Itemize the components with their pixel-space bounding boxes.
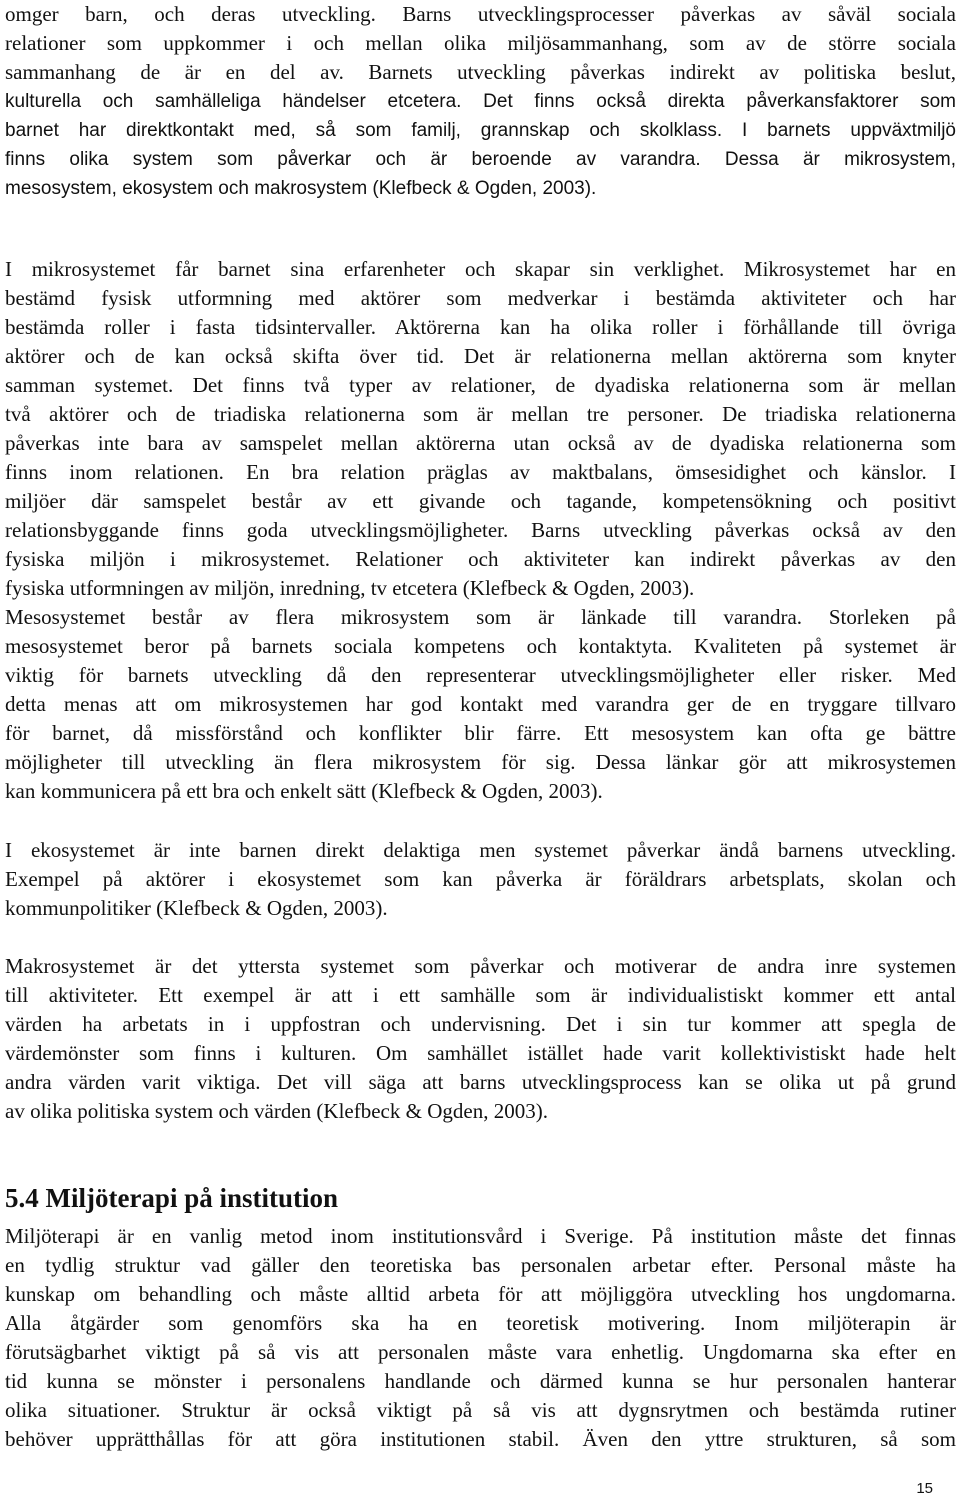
paragraph-mesosystem <box>5 603 956 806</box>
text-line: Makrosystemet är det yttersta systemet som påverkar och motiverar de andra inre systemen <box>5 954 956 978</box>
text-line: påverkas inte bara av samspelet mellan aktörerna utan också av de dyadiska relationerna som <box>5 431 956 455</box>
text-line: I mikrosystemet får barnet sina erfarenheter och skapar sin verklighet. Mikrosystemet har en <box>5 257 956 281</box>
text-line: miljöer där samspelet består av ett givande och tagande, kompetensökning och positivt <box>5 489 956 513</box>
text-line: kan kommunicera på ett bra och enkelt sätt (Klefbeck & Ogden, 2003). <box>5 779 603 803</box>
text-line: Alla åtgärder som genomförs ska ha en teoretisk motivering. Inom miljöterapin är <box>5 1311 956 1335</box>
text-line: tid kunna se mönster i personalens handlande och därmed kunna se hur personalen hanterar <box>5 1369 956 1393</box>
text-line: finns inom relationen. En bra relation präglas av maktbalans, ömsesidighet och känslor. I <box>5 460 956 484</box>
page-number: 15 <box>916 1480 933 1497</box>
text-line: till aktiviteter. Ett exempel är att i ett samhälle som är individualistiskt kommer ett antal <box>5 983 956 1007</box>
text-line: aktörer och de kan också skifta över tid. Det är relationerna mellan aktörerna som knyter <box>5 344 956 368</box>
section-heading: 5.4 Miljöterapi på institution <box>5 1183 339 1213</box>
paragraph-makrosystem <box>5 952 956 1126</box>
paragraph-miljoterapi <box>5 1222 956 1454</box>
paragraph-mikrosystem <box>5 255 956 603</box>
text-line: finns olika system som påverkar och är beroende av varandra. Dessa är mikrosystem, <box>5 149 956 170</box>
text-line: kunskap om behandling och måste alltid arbeta för att möjliggöra utveckling hos ungdomarna. <box>5 1282 956 1306</box>
text-line: sammanhang de är en del av. Barnets utveckling påverkas indirekt av politiska beslut, <box>5 60 956 84</box>
text-line: viktig för barnets utveckling då den representerar utvecklingsmöjligheter eller risker. Med <box>5 663 956 687</box>
text-line: fysiska miljön i mikrosystemet. Relationer och aktiviteter kan indirekt påverkas av den <box>5 547 956 571</box>
text-line: Miljöterapi är en vanlig metod inom institutionsvård i Sverige. På institution måste det finnas <box>5 1224 956 1248</box>
text-line: samman systemet. Det finns två typer av relationer, de dyadiska relationerna som är mellan <box>5 373 956 397</box>
text-line: kommunpolitiker (Klefbeck & Ogden, 2003). <box>5 896 388 920</box>
text-line: bestämda roller i fasta tidsintervaller. Aktörerna kan ha olika roller i förhållande till övriga <box>5 315 956 339</box>
text-line: värden ha arbetats in i uppfostran och undervisning. Det i sin tur kommer att spegla de <box>5 1012 956 1036</box>
text-line: bestämd fysisk utformning med aktörer som medverkar i bestämda aktiviteter och har <box>5 286 956 310</box>
text-line: mesosystem, ekosystem och makrosystem (Klefbeck & Ogden, 2003). <box>5 178 597 199</box>
text-line: kulturella och samhälleliga händelser etcetera. Det finns också direkta påverkansfaktorer som <box>5 91 956 112</box>
text-line: behöver upprätthållas för att göra institutionen stabil. Även den yttre strukturen, så som <box>5 1427 956 1451</box>
paragraph-intro <box>5 0 956 87</box>
text-line: Mesosystemet består av flera mikrosystem som är länkade till varandra. Storleken på <box>5 605 956 629</box>
text-line: två aktörer och de triadiska relationerna som är mellan tre personer. De triadiska relationerna <box>5 402 956 426</box>
text-line: möjligheter till utveckling än flera mikrosystem för sig. Dessa länkar gör att mikrosystemen <box>5 750 956 774</box>
text-line: olika situationer. Struktur är också viktigt på så vis att dygnsrytmen och bestämda rutiner <box>5 1398 956 1422</box>
text-line: detta menas att om mikrosystemen har god kontakt med varandra ger de en tryggare tillvaro <box>5 692 956 716</box>
text-line: av olika politiska system och värden (Klefbeck & Ogden, 2003). <box>5 1099 548 1123</box>
text-line: mesosystemet beror på barnets sociala kompetens och kontaktyta. Kvaliteten på systemet är <box>5 634 956 658</box>
text-line: för barnet, då missförstånd och konflikter blir färre. Ett mesosystem kan ofta ge bättre <box>5 721 956 745</box>
text-line: förutsägbarhet viktigt på så vis att personalen måste vara enhetlig. Ungdomarna ska efter en <box>5 1340 956 1364</box>
paragraph-ekosystem <box>5 836 956 923</box>
paragraph-intro-continued <box>5 87 956 203</box>
text-line: relationer som uppkommer i och mellan olika miljösammanhang, som av de större sociala <box>5 31 956 55</box>
text-line: barnet har direktkontakt med, så som familj, grannskap och skolklass. I barnets uppväxtmiljö <box>5 120 956 141</box>
text-line: omger barn, och deras utveckling. Barns utvecklingsprocesser påverkas av såväl sociala <box>5 2 956 26</box>
text-line: fysiska utformningen av miljön, inredning, tv etcetera (Klefbeck & Ogden, 2003). <box>5 576 695 600</box>
text-line: I ekosystemet är inte barnen direkt delaktiga men systemet påverkar ändå barnens utveckling. <box>5 838 956 862</box>
text-line: värdemönster som finns i kulturen. Om samhället istället hade varit kollektivistiskt hade helt <box>5 1041 956 1065</box>
text-line: en tydlig struktur vad gäller den teoretiska bas personalen arbetar efter. Personal måste ha <box>5 1253 956 1277</box>
text-line: Exempel på aktörer i ekosystemet som kan påverka är föräldrars arbetsplats, skolan och <box>5 867 956 891</box>
text-line: relationsbyggande finns goda utvecklingsmöjligheter. Barns utveckling påverkas också av den <box>5 518 956 542</box>
text-line: andra värden varit viktiga. Det vill säga att barns utvecklingsprocess kan se olika ut på grund <box>5 1070 956 1094</box>
